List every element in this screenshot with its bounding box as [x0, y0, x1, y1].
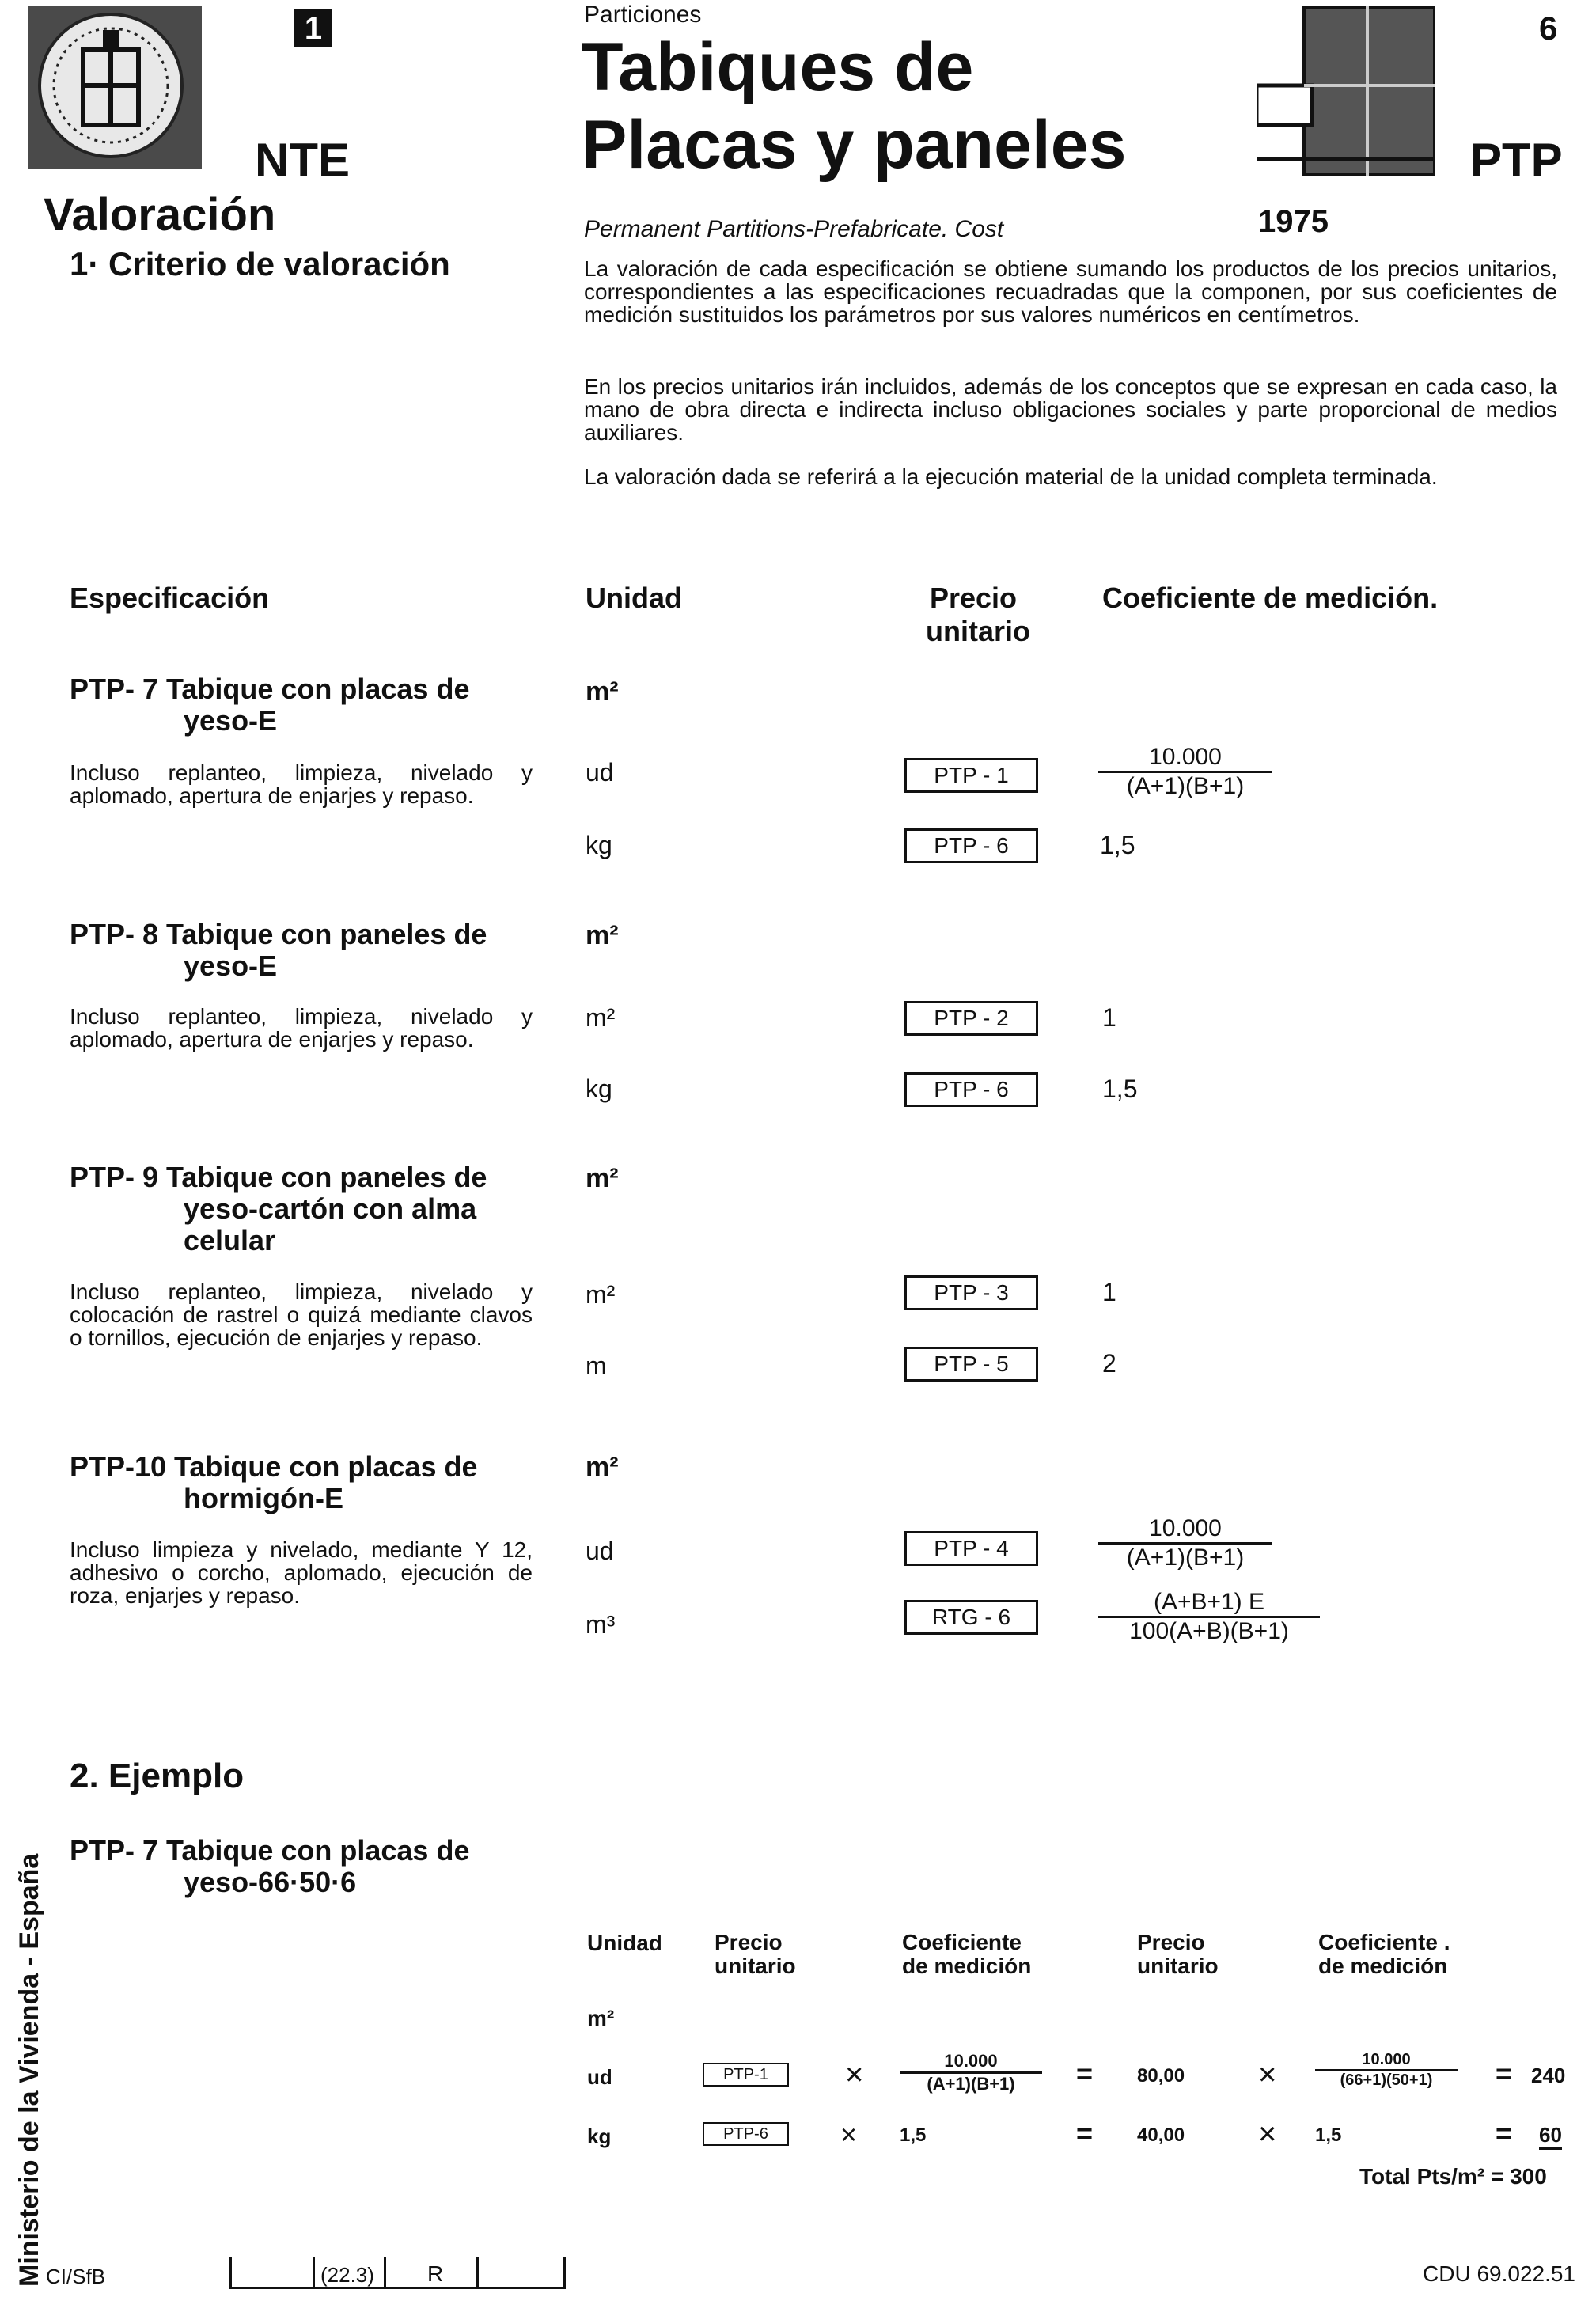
ex-header-unidad: Unidad: [587, 1931, 662, 1955]
section-heading: Valoración: [44, 189, 276, 241]
emblem-seal: [28, 6, 202, 169]
year-label: 1975: [1258, 204, 1329, 239]
header-unidad: Unidad: [586, 582, 682, 614]
ptp7-title2: yeso-E: [184, 704, 278, 737]
page-title-line2: Placas y paneles: [582, 107, 1127, 183]
ptp8-row1-coef: 1: [1102, 1003, 1116, 1032]
ptp8-row1-price-box: PTP - 2: [904, 1001, 1038, 1036]
ptp10-unit: m²: [586, 1452, 619, 1482]
ex-r2-equals2: =: [1496, 2117, 1513, 2149]
ex-r1-fraction: [900, 2051, 1042, 2094]
ex-header-precio-b-line2: unitario: [1137, 1954, 1219, 1978]
cisfb-r: R: [427, 2261, 444, 2286]
sheet-number: 6: [1539, 9, 1558, 47]
ex-header-coef-line1: Coeficiente: [902, 1930, 1022, 1954]
subtitle-english: Permanent Partitions-Prefabricate. Cost: [584, 216, 1004, 242]
ex-r2-result: 60: [1539, 2123, 1562, 2150]
example-title2: yeso-66·50·6: [184, 1866, 357, 1898]
ptp10-row1-fraction: [1098, 1515, 1272, 1571]
ex-r1-times: ×: [845, 2057, 864, 2092]
header-precio-line1: Precio: [929, 582, 1018, 614]
ptp9-row1-coef: 1: [1102, 1278, 1116, 1306]
example-heading: 2. Ejemplo: [70, 1757, 245, 1795]
ptp8-row1-unit: m²: [586, 1003, 616, 1032]
ex-header-coef-line2: de medición: [902, 1954, 1032, 1978]
ptp7-unit: m²: [586, 677, 619, 707]
series-number-box: 1: [294, 9, 332, 47]
fraction-denominator: (66+1)(50+1): [1340, 2071, 1433, 2089]
ptp10-title2: hormigón-E: [184, 1482, 343, 1514]
ptp9-row2-unit: m: [586, 1351, 607, 1380]
ptp8-row2-price-box: PTP - 6: [904, 1072, 1038, 1107]
ptp8-title2: yeso-E: [184, 950, 278, 982]
example-title: PTP- 7 Tabique con placas de: [70, 1834, 470, 1867]
ptp10-row2-unit: m³: [586, 1610, 616, 1639]
ex-total: Total Pts/m² = 300: [1359, 2164, 1547, 2189]
fraction-numerator: 10.000: [1315, 2051, 1458, 2071]
ex-header-coef-b-line2: de medición: [1318, 1954, 1448, 1978]
fraction-denominator: 100(A+B)(B+1): [1129, 1618, 1289, 1644]
ptp7-desc: Incluso replanteo, limpieza, nivelado y aplomado, apertura de enjarjes y repaso.: [70, 760, 533, 808]
ptp7-title: PTP- 7 Tabique con placas de: [70, 673, 470, 705]
ptp9-row2-coef: 2: [1102, 1349, 1116, 1378]
ex-header-coef-b-line1: Coeficiente .: [1318, 1930, 1450, 1954]
ptp8-row2-unit: kg: [586, 1075, 612, 1103]
ptp9-desc: Incluso replanteo, limpieza, nivelado y colocación de rastrel o quizá mediante clavos o tornillos, ejecución de enjarjes y repaso.: [70, 1279, 533, 1350]
fraction-numerator: 10.000: [900, 2051, 1042, 2074]
ptp9-title2: yeso-cartón con alma: [184, 1192, 477, 1225]
header-precio: [926, 582, 1030, 648]
nte-label: NTE: [255, 134, 350, 187]
ex-header-precio-line2: unitario: [715, 1954, 796, 1978]
fraction-denominator: (A+1)(B+1): [1126, 1545, 1245, 1571]
ptp7-row1-fraction: [1098, 744, 1272, 800]
ex-r1-equals2: =: [1496, 2057, 1513, 2090]
ex-r1-unit: ud: [587, 2065, 612, 2089]
cdu-label: CDU 69.022.51: [1423, 2261, 1576, 2286]
ex-header-precio-line1: Precio: [715, 1930, 783, 1954]
cisfb-label: CI/SfB: [46, 2265, 106, 2288]
ex-header-coef-b: [1318, 1931, 1450, 1978]
fraction-denominator: (A+1)(B+1): [927, 2074, 1015, 2094]
ptp9-row1-unit: m²: [586, 1280, 616, 1309]
section-label: Particiones: [584, 2, 702, 28]
fraction-denominator: (A+1)(B+1): [1126, 773, 1245, 799]
ptp8-row2-coef: 1,5: [1102, 1075, 1138, 1103]
fraction-numerator: (A+B+1) E: [1098, 1589, 1320, 1618]
ex-r2-coef2: 1,5: [1315, 2125, 1342, 2146]
ministry-vertical-label: Ministerio de la Vivienda - España: [14, 1853, 44, 2287]
ex-r2-unit: kg: [587, 2125, 612, 2148]
ex-header-precio: [715, 1931, 796, 1978]
ex-r2-price: 40,00: [1137, 2125, 1185, 2146]
ex-r1-fraction2: [1315, 2051, 1458, 2090]
ex-header-precio-b-line1: Precio: [1137, 1930, 1205, 1954]
page-title-line1: Tabiques de: [582, 29, 974, 105]
fraction-numerator: 10.000: [1098, 744, 1272, 773]
cisfb-code: (22.3): [320, 2263, 374, 2287]
ex-r1-price-box: PTP-1: [703, 2063, 789, 2087]
ptp10-row1-unit: ud: [586, 1537, 614, 1565]
ex-header-coef: [902, 1931, 1031, 1978]
ptp7-row1-unit: ud: [586, 758, 614, 787]
ptp7-row2-unit: kg: [586, 831, 612, 859]
ptp7-row2-coef: 1,5: [1100, 831, 1135, 859]
ptp7-row2-price-box: PTP - 6: [904, 828, 1038, 863]
ex-r1-result: 240: [1531, 2064, 1566, 2087]
ex-r2-price-box: PTP-6: [703, 2122, 789, 2146]
criterio-heading: 1· Criterio de valoración: [70, 245, 450, 282]
header-coeficiente: Coeficiente de medición.: [1102, 582, 1439, 614]
ex-r1-price: 80,00: [1137, 2065, 1185, 2087]
intro-paragraph-2: En los precios unitarios irán incluidos, además de los conceptos que se expresan en cada caso, la mano de obra directa e indirecta incluso obligaciones sociales y parte proporcional de medios auxiliares.: [584, 374, 1557, 445]
ptp9-row2-price-box: PTP - 5: [904, 1347, 1038, 1382]
header-precio-line2: unitario: [926, 615, 1030, 647]
code-label: PTP: [1470, 134, 1563, 187]
fraction-numerator: 10.000: [1098, 1515, 1272, 1545]
ex-r2-times2: ×: [1258, 2117, 1277, 2151]
ptp9-unit: m²: [586, 1163, 619, 1193]
ptp10-row2-fraction: [1098, 1589, 1320, 1645]
intro-paragraph-1: La valoración de cada especificación se obtiene sumando los productos de los precios unitarios, correspondientes a las especificaciones recuadradas que la componen, por sus coeficientes de medición sustituidos los parámetros por sus valores numéricos en centímetros.: [584, 256, 1557, 327]
ex-r2-equals: =: [1076, 2117, 1094, 2149]
ptp8-desc: Incluso replanteo, limpieza, nivelado y aplomado, apertura de enjarjes y repaso.: [70, 1004, 533, 1052]
ptp10-desc: Incluso limpieza y nivelado, mediante Y 12, adhesivo o corcho, aplomado, ejecución de roza, enjarjes y repaso.: [70, 1537, 533, 1608]
intro-paragraph-3: La valoración dada se referirá a la ejecución material de la unidad completa terminada.: [584, 464, 1438, 489]
ptp9-title: PTP- 9 Tabique con paneles de: [70, 1161, 487, 1193]
ptp8-unit: m²: [586, 920, 619, 950]
ptp9-title3: celular: [184, 1224, 276, 1257]
ex-r2-times: ×: [840, 2118, 858, 2151]
ptp10-row1-price-box: PTP - 4: [904, 1531, 1038, 1566]
ptp10-title: PTP-10 Tabique con placas de: [70, 1450, 478, 1483]
header-especificacion: Especificación: [70, 582, 270, 614]
ex-header-precio-b: [1137, 1931, 1219, 1978]
ex-unit-main: m²: [587, 2006, 615, 2030]
ptp10-row2-price-box: RTG - 6: [904, 1600, 1038, 1635]
ptp7-row1-price-box: PTP - 1: [904, 758, 1038, 793]
ex-r1-equals: =: [1076, 2057, 1094, 2090]
ex-r2-coef: 1,5: [900, 2125, 927, 2146]
ex-r1-times2: ×: [1258, 2057, 1277, 2092]
ptp8-title: PTP- 8 Tabique con paneles de: [70, 918, 487, 950]
cisfb-box: [229, 2257, 566, 2289]
ptp9-row1-price-box: PTP - 3: [904, 1275, 1038, 1310]
partition-diagram-icon: [1257, 6, 1435, 176]
